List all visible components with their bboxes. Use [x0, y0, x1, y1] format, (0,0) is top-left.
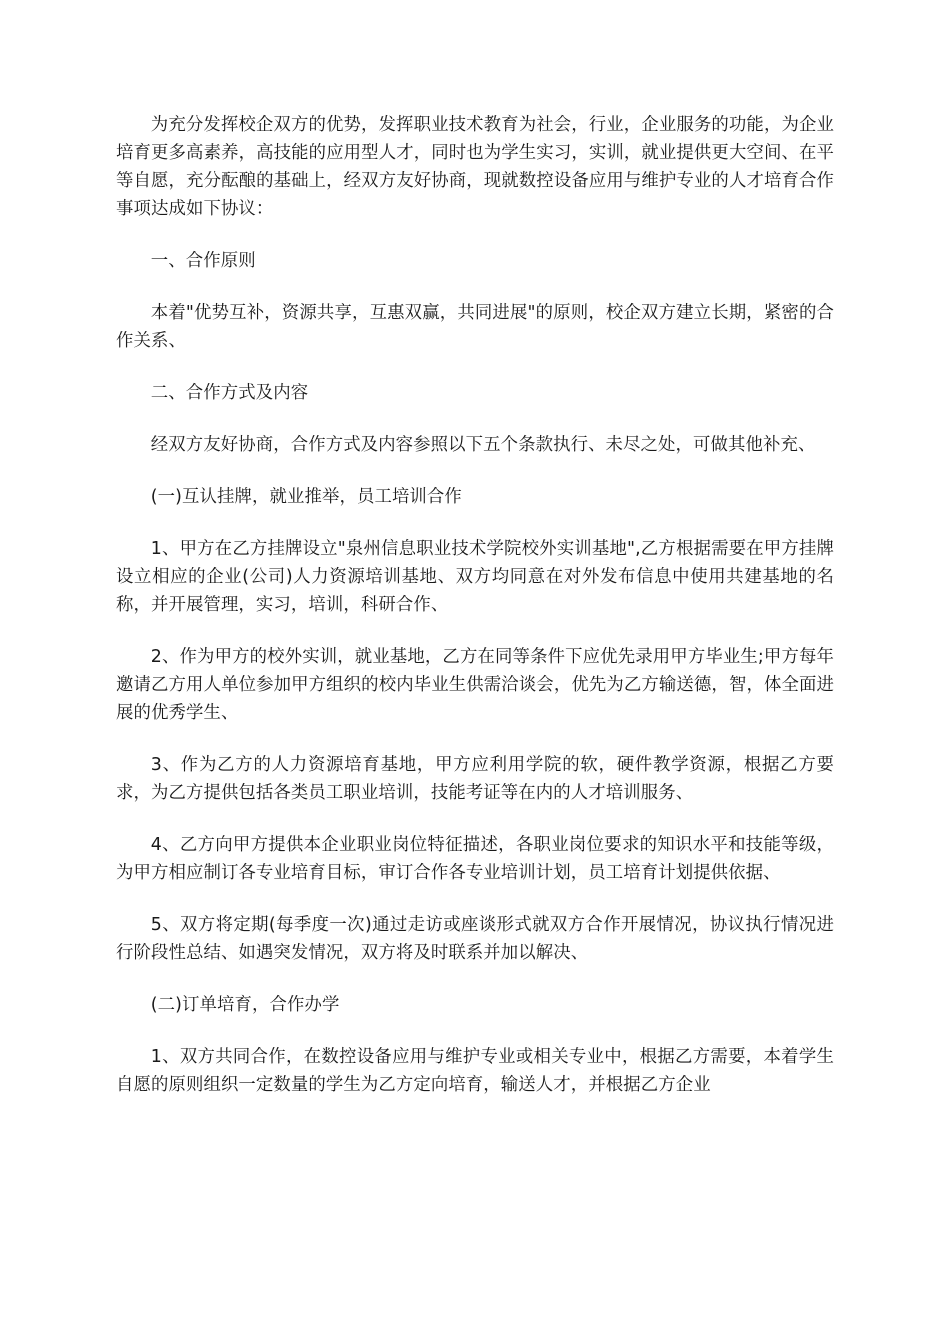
- clause-1-5: 5、双方将定期(每季度一次)通过走访或座谈形式就双方合作开展情况，协议执行情况进行阶段性总结、如遇突发情况，双方将及时联系并加以解决、: [116, 915, 834, 963]
- clause-1-1: 1、甲方在乙方挂牌设立"泉州信息职业技术学院校外实训基地",乙方根据需要在甲方挂牌设立相应的企业(公司)人力资源培训基地、双方均同意在对外发布信息中使用共建基地的名称，并开展管理，实习，培训，科研合作、: [116, 539, 834, 615]
- clause-1-2: 2、作为甲方的校外实训，就业基地，乙方在同等条件下应优先录用甲方毕业生;甲方每年邀请乙方用人单位参加甲方组织的校内毕业生供需洽谈会，优先为乙方输送德，智，体全面进展的优秀学生、: [116, 647, 834, 723]
- section-heading-methods: 二、合作方式及内容: [150, 383, 309, 403]
- methods-paragraph: 经双方友好协商，合作方式及内容参照以下五个条款执行、未尽之处，可做其他补充、: [150, 435, 816, 455]
- document-body: [116, 111, 834, 1099]
- section-heading-principles: 一、合作原则: [150, 251, 256, 271]
- clause-1-3: 3、作为乙方的人力资源培育基地，甲方应利用学院的软，硬件教学资源，根据乙方要求，为乙方提供包括各类员工职业培训，技能考证等在内的人才培训服务、: [116, 755, 834, 803]
- subsection-heading-2: (二)订单培育，合作办学: [150, 995, 340, 1015]
- intro-paragraph: 为充分发挥校企双方的优势，发挥职业技术教育为社会，行业，企业服务的功能，为企业培育更多高素养，高技能的应用型人才，同时也为学生实习，实训，就业提供更大空间、在平等自愿，充分酝酿的基础上，经双方友好协商，现就数控设备应用与维护专业的人才培育合作事项达成如下协议：: [116, 115, 834, 219]
- principles-paragraph: 本着"优势互补，资源共享，互惠双赢，共同进展"的原则，校企双方建立长期，紧密的合作关系、: [116, 303, 834, 351]
- subsection-heading-1: (一)互认挂牌，就业推举，员工培训合作: [150, 487, 462, 507]
- clause-1-4: 4、乙方向甲方提供本企业职业岗位特征描述，各职业岗位要求的知识水平和技能等级，为甲方相应制订各专业培育目标，审订合作各专业培训计划，员工培育计划提供依据、: [116, 835, 834, 883]
- clause-2-1: 1、双方共同合作，在数控设备应用与维护专业或相关专业中，根据乙方需要，本着学生自愿的原则组织一定数量的学生为乙方定向培育，输送人才，并根据乙方企业: [116, 1047, 834, 1095]
